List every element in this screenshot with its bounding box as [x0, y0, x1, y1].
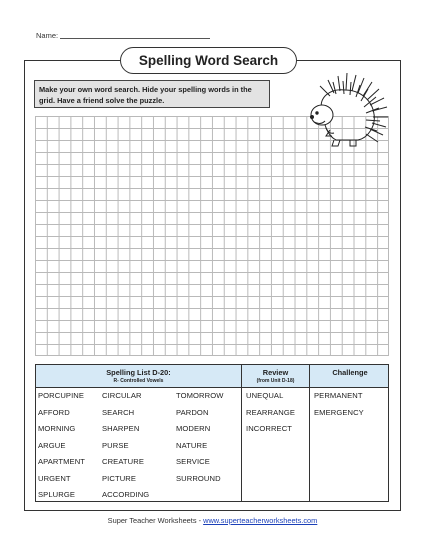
- footer-link[interactable]: www.superteacherworksheets.com: [203, 516, 318, 525]
- review-heading: [242, 368, 309, 384]
- spelling-word: SPLURGE: [38, 490, 75, 499]
- spelling-word: MODERN: [176, 424, 211, 433]
- review-word: UNEQUAL: [246, 391, 284, 400]
- page-footer: [0, 516, 425, 525]
- spelling-word: SURROUND: [176, 473, 221, 483]
- spelling-word: TOMORROW: [176, 391, 224, 400]
- review-word: REARRANGE: [246, 407, 296, 417]
- review-title: Review: [262, 368, 289, 377]
- review-word: INCORRECT: [246, 424, 293, 433]
- spelling-word: CIRCULAR: [102, 391, 142, 400]
- spelling-word: SHARPEN: [102, 424, 140, 433]
- word-search-grid: [35, 116, 389, 356]
- spelling-word: CREATURE: [102, 457, 145, 466]
- spelling-word-table: [35, 364, 389, 502]
- spelling-word: APARTMENT: [38, 457, 86, 466]
- spelling-word: ACCORDING: [102, 490, 150, 499]
- name-field: [36, 31, 210, 40]
- review-subtitle: (from Unit D-18): [256, 378, 295, 384]
- page-title: Spelling Word Search: [120, 47, 297, 74]
- spelling-list-title: Spelling List D-20:: [106, 368, 171, 377]
- column-divider: [309, 365, 310, 501]
- challenge-heading: [310, 368, 390, 377]
- name-underline: [60, 31, 210, 39]
- spelling-word: URGENT: [38, 473, 71, 483]
- spelling-list-subtitle: R- Controlled Vowels: [113, 378, 164, 384]
- spelling-word: SERVICE: [176, 457, 210, 466]
- name-label: Name:: [36, 31, 59, 40]
- spelling-word: MORNING: [38, 424, 76, 433]
- spelling-word: ARGUE: [38, 440, 66, 450]
- challenge-word: PERMANENT: [314, 391, 363, 400]
- challenge-word: EMERGENCY: [314, 407, 364, 417]
- footer-text: Super Teacher Worksheets -: [107, 516, 204, 525]
- spelling-word: AFFORD: [38, 407, 70, 417]
- column-divider: [241, 365, 242, 501]
- challenge-title: Challenge: [332, 368, 368, 377]
- spelling-word: PURSE: [102, 440, 129, 450]
- spelling-word: SEARCH: [102, 407, 135, 417]
- instructions-box: Make your own word search. Hide your spelling words in the grid. Have a friend solve the puzzle.: [34, 80, 270, 108]
- spelling-word: PARDON: [176, 407, 209, 417]
- spelling-word: NATURE: [176, 440, 208, 450]
- spelling-word: PICTURE: [102, 473, 137, 483]
- porcupine-illustration: [300, 70, 390, 150]
- spelling-word: PORCUPINE: [38, 391, 85, 400]
- spelling-list-heading: [36, 368, 241, 384]
